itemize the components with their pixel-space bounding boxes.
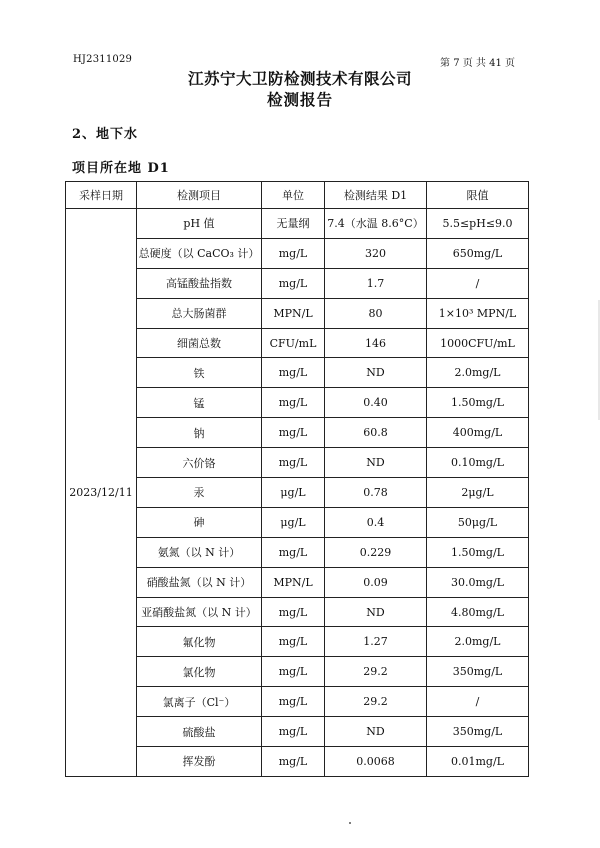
unit-cell: mg/L	[262, 747, 325, 777]
test-item-cell: 亚硝酸盐氮（以 N 计）	[137, 597, 262, 627]
test-item-cell: 锰	[137, 388, 262, 418]
result-cell: 60.8	[325, 418, 427, 448]
result-cell: 7.4（水温 8.6°C）	[325, 209, 427, 239]
unit-cell: CFU/mL	[262, 328, 325, 358]
header-result: 检测结果 D1	[325, 182, 427, 209]
table-row	[66, 209, 529, 239]
limit-cell: /	[427, 268, 529, 298]
limit-cell: 5.5≤pH≤9.0	[427, 209, 529, 239]
test-item-cell: 汞	[137, 478, 262, 508]
test-item-cell: 氯离子（Cl⁻）	[137, 687, 262, 717]
limit-cell: 0.10mg/L	[427, 448, 529, 478]
table-header-row	[66, 182, 529, 209]
result-cell: 29.2	[325, 657, 427, 687]
test-item-cell: 钠	[137, 418, 262, 448]
test-item-cell: 硝酸盐氮（以 N 计）	[137, 567, 262, 597]
location-title: 项目所在地 D1	[72, 161, 170, 176]
report-title: 检测报告	[266, 90, 333, 109]
unit-cell: mg/L	[262, 717, 325, 747]
unit-cell: μg/L	[262, 507, 325, 537]
limit-cell: 4.80mg/L	[427, 597, 529, 627]
unit-cell: mg/L	[262, 448, 325, 478]
page-number: 第 7 页 共 41 页	[440, 58, 515, 69]
header-unit: 单位	[262, 182, 325, 209]
result-cell: ND	[325, 448, 427, 478]
unit-cell: 无量纲	[262, 209, 325, 239]
limit-cell: 1000CFU/mL	[427, 328, 529, 358]
company-name: 江苏宁大卫防检测技术有限公司	[187, 69, 412, 88]
test-item-cell: 氯化物	[137, 657, 262, 687]
unit-cell: MPN/L	[262, 567, 325, 597]
limit-cell: 0.01mg/L	[427, 747, 529, 777]
header-test-item: 检测项目	[137, 182, 262, 209]
unit-cell: μg/L	[262, 478, 325, 508]
test-item-cell: 总大肠菌群	[137, 298, 262, 328]
unit-cell: mg/L	[262, 537, 325, 567]
result-cell: 320	[325, 238, 427, 268]
test-item-cell: 细菌总数	[137, 328, 262, 358]
limit-cell: /	[427, 687, 529, 717]
unit-cell: mg/L	[262, 657, 325, 687]
test-item-cell: 硫酸盐	[137, 717, 262, 747]
test-item-cell: 六价铬	[137, 448, 262, 478]
table-body	[66, 209, 529, 777]
test-item-cell: 氟化物	[137, 627, 262, 657]
limit-cell: 350mg/L	[427, 717, 529, 747]
test-item-cell: 铁	[137, 358, 262, 388]
limit-cell: 1.50mg/L	[427, 537, 529, 567]
limit-cell: 350mg/L	[427, 657, 529, 687]
result-cell: ND	[325, 717, 427, 747]
limit-cell: 1×10³ MPN/L	[427, 298, 529, 328]
test-item-cell: 挥发酚	[137, 747, 262, 777]
result-cell: 29.2	[325, 687, 427, 717]
unit-cell: mg/L	[262, 268, 325, 298]
test-item-cell: pH 值	[137, 209, 262, 239]
header-limit: 限值	[427, 182, 529, 209]
unit-cell: mg/L	[262, 388, 325, 418]
document-id: HJ2311029	[73, 54, 133, 65]
header-sampling-date: 采样日期	[66, 182, 137, 209]
result-cell: 0.229	[325, 537, 427, 567]
test-item-cell: 氨氮（以 N 计）	[137, 537, 262, 567]
result-cell: 0.4	[325, 507, 427, 537]
test-item-cell: 砷	[137, 507, 262, 537]
limit-cell: 30.0mg/L	[427, 567, 529, 597]
result-cell: ND	[325, 597, 427, 627]
result-cell: 1.27	[325, 627, 427, 657]
result-cell: 0.0068	[325, 747, 427, 777]
unit-cell: mg/L	[262, 687, 325, 717]
test-item-cell: 总硬度（以 CaCO₃ 计）	[137, 238, 262, 268]
unit-cell: mg/L	[262, 238, 325, 268]
scan-dot	[349, 822, 351, 824]
unit-cell: mg/L	[262, 418, 325, 448]
limit-cell: 50μg/L	[427, 507, 529, 537]
result-cell: 80	[325, 298, 427, 328]
limit-cell: 650mg/L	[427, 238, 529, 268]
limit-cell: 2μg/L	[427, 478, 529, 508]
unit-cell: mg/L	[262, 627, 325, 657]
result-cell: 0.09	[325, 567, 427, 597]
unit-cell: MPN/L	[262, 298, 325, 328]
section-title: 2、地下水	[72, 127, 139, 142]
limit-cell: 2.0mg/L	[427, 358, 529, 388]
limit-cell: 400mg/L	[427, 418, 529, 448]
limit-cell: 2.0mg/L	[427, 627, 529, 657]
unit-cell: mg/L	[262, 597, 325, 627]
sampling-date-cell: 2023/12/11	[66, 209, 137, 777]
result-cell: 0.78	[325, 478, 427, 508]
result-cell: 0.40	[325, 388, 427, 418]
results-table	[65, 181, 529, 777]
test-item-cell: 高锰酸盐指数	[137, 268, 262, 298]
unit-cell: mg/L	[262, 358, 325, 388]
result-cell: ND	[325, 358, 427, 388]
result-cell: 146	[325, 328, 427, 358]
result-cell: 1.7	[325, 268, 427, 298]
limit-cell: 1.50mg/L	[427, 388, 529, 418]
